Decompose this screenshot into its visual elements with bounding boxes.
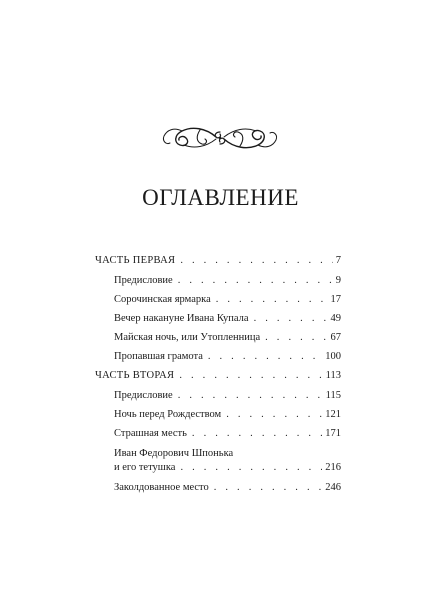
toc-item-label: Страшная месть (114, 428, 187, 439)
toc-item-label: Предисловие (114, 390, 173, 401)
toc-page-number: 246 (325, 482, 341, 493)
toc-item[interactable] (114, 389, 341, 403)
flourish-ornament-icon (160, 118, 280, 158)
toc-page-number: 17 (330, 294, 341, 305)
toc-item[interactable] (114, 447, 341, 475)
toc-item[interactable] (114, 274, 341, 288)
dot-leader (265, 331, 327, 345)
toc-page-number: 49 (330, 313, 341, 324)
toc-item-label: Заколдованное место (114, 482, 209, 493)
toc-page-number: 113 (325, 370, 341, 381)
toc-item-label: Вечер накануне Ивана Купала (114, 313, 249, 324)
toc-page-number: 216 (325, 462, 341, 473)
toc-part-1[interactable] (95, 254, 341, 268)
toc-item[interactable] (114, 481, 341, 495)
toc-item[interactable] (114, 331, 341, 345)
toc-item[interactable] (114, 427, 341, 441)
toc-item[interactable] (114, 293, 341, 307)
toc-part-label: ЧАСТЬ ВТОРАЯ (95, 370, 175, 381)
toc-item-label: Предисловие (114, 275, 173, 286)
dot-leader (180, 461, 322, 475)
toc-page-number: 115 (325, 390, 341, 401)
toc-item-label: Пропавшая грамота (114, 351, 203, 362)
toc-item-label: Иван Федорович Шпонька (114, 448, 234, 459)
toc-item[interactable] (114, 408, 341, 422)
toc-page-number: 67 (330, 332, 341, 343)
toc-item-line2 (114, 461, 341, 475)
toc-item-label: Ночь перед Рождеством (114, 409, 222, 420)
toc-item[interactable] (114, 312, 341, 326)
toc-item-label-line2: и его тетушка (114, 462, 176, 473)
dot-leader (226, 408, 322, 422)
page-title: ОГЛАВЛЕНИЕ (142, 185, 299, 210)
toc-page-number: 7 (335, 255, 341, 266)
dot-leader (208, 350, 322, 364)
toc-item-label: Сорочинская ярмарка (114, 294, 211, 305)
toc-page-number: 100 (325, 351, 341, 362)
toc-page-number: 121 (325, 409, 341, 420)
dot-leader (254, 312, 328, 326)
dot-leader (178, 389, 323, 403)
dot-leader (179, 369, 322, 383)
dot-leader (216, 293, 328, 307)
dot-leader (178, 274, 333, 288)
dot-leader (192, 427, 322, 441)
toc-item-label: Майская ночь, или Утопленница (114, 332, 261, 343)
toc-part-2[interactable] (95, 369, 341, 383)
toc-item[interactable] (114, 350, 341, 364)
toc-page-number: 9 (335, 275, 341, 286)
toc-part-label: ЧАСТЬ ПЕРВАЯ (95, 255, 176, 266)
toc-page-number: 171 (325, 428, 341, 439)
dot-leader (180, 254, 332, 268)
dot-leader (214, 481, 323, 495)
